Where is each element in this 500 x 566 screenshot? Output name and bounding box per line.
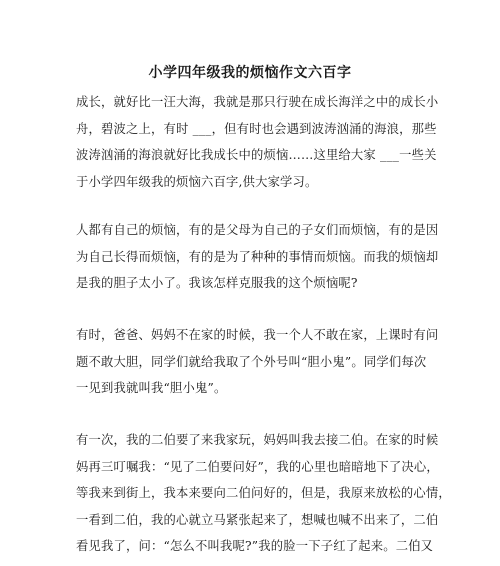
paragraph-line: 等我来到街上，我本来要向二伯问好的，但是，我原来放松的心情， [76, 486, 451, 500]
paragraph-line: 成长，就好比一汪大海，我就是那只行驶在成长海洋之中的成长小 [76, 95, 439, 109]
paragraph-line: 为自己长得而烦恼，有的是为了种种的事情而烦恼。而我的烦恼却 [76, 249, 439, 264]
paragraph-line: 舟，碧波之上，有时 ___，但有时也会遇到波涛汹涌的海浪，那些 [76, 121, 437, 136]
paragraph-line: 一见到我就叫我“胆小鬼”。 [76, 381, 227, 395]
paragraph-1 [76, 89, 439, 195]
paragraph-line: 人都有自己的烦恼，有的是父母为自己的子女们而烦恼，有的是因 [76, 223, 439, 237]
paragraph-3 [76, 322, 439, 402]
page-bottom-fade [0, 554, 500, 566]
paragraph-line: 波涛汹涌的海浪就好比我成长中的烦恼……这里给大家 ___一些关 [76, 148, 437, 162]
paragraph-line: 一看到二伯，我的心就立马紧张起来了，想喊也喊不出来了，二伯 [76, 512, 439, 527]
paragraph-4 [76, 427, 451, 560]
paragraph-line: 看见我了，问：“怎么不叫我呢?”我的脸一下子红了起来。二伯又 [76, 539, 434, 553]
paragraph-2 [76, 217, 439, 297]
document-title: 小学四年级我的烦恼作文六百字 [148, 65, 352, 81]
paragraph-line: 于小学四年级我的烦恼六百字,供大家学习。 [76, 174, 318, 189]
paragraph-line: 题不敢大胆，同学们就给我取了个外号叫“胆小鬼”。同学们每次 [76, 354, 427, 369]
paragraph-line: 是我的胆子太小了。我该怎样克服我的这个烦恼呢? [76, 276, 358, 290]
paragraph-line: 有时，爸爸、妈妈不在家的时候，我一个人不敢在家，上课时有问 [76, 328, 439, 342]
paragraph-line: 妈再三叮嘱我：“见了二伯要问好”，我的心里也暗暗地下了决心， [76, 459, 439, 474]
paragraph-line: 有一次，我的二伯要了来我家玩，妈妈叫我去接二伯。在家的时候 [76, 433, 439, 447]
